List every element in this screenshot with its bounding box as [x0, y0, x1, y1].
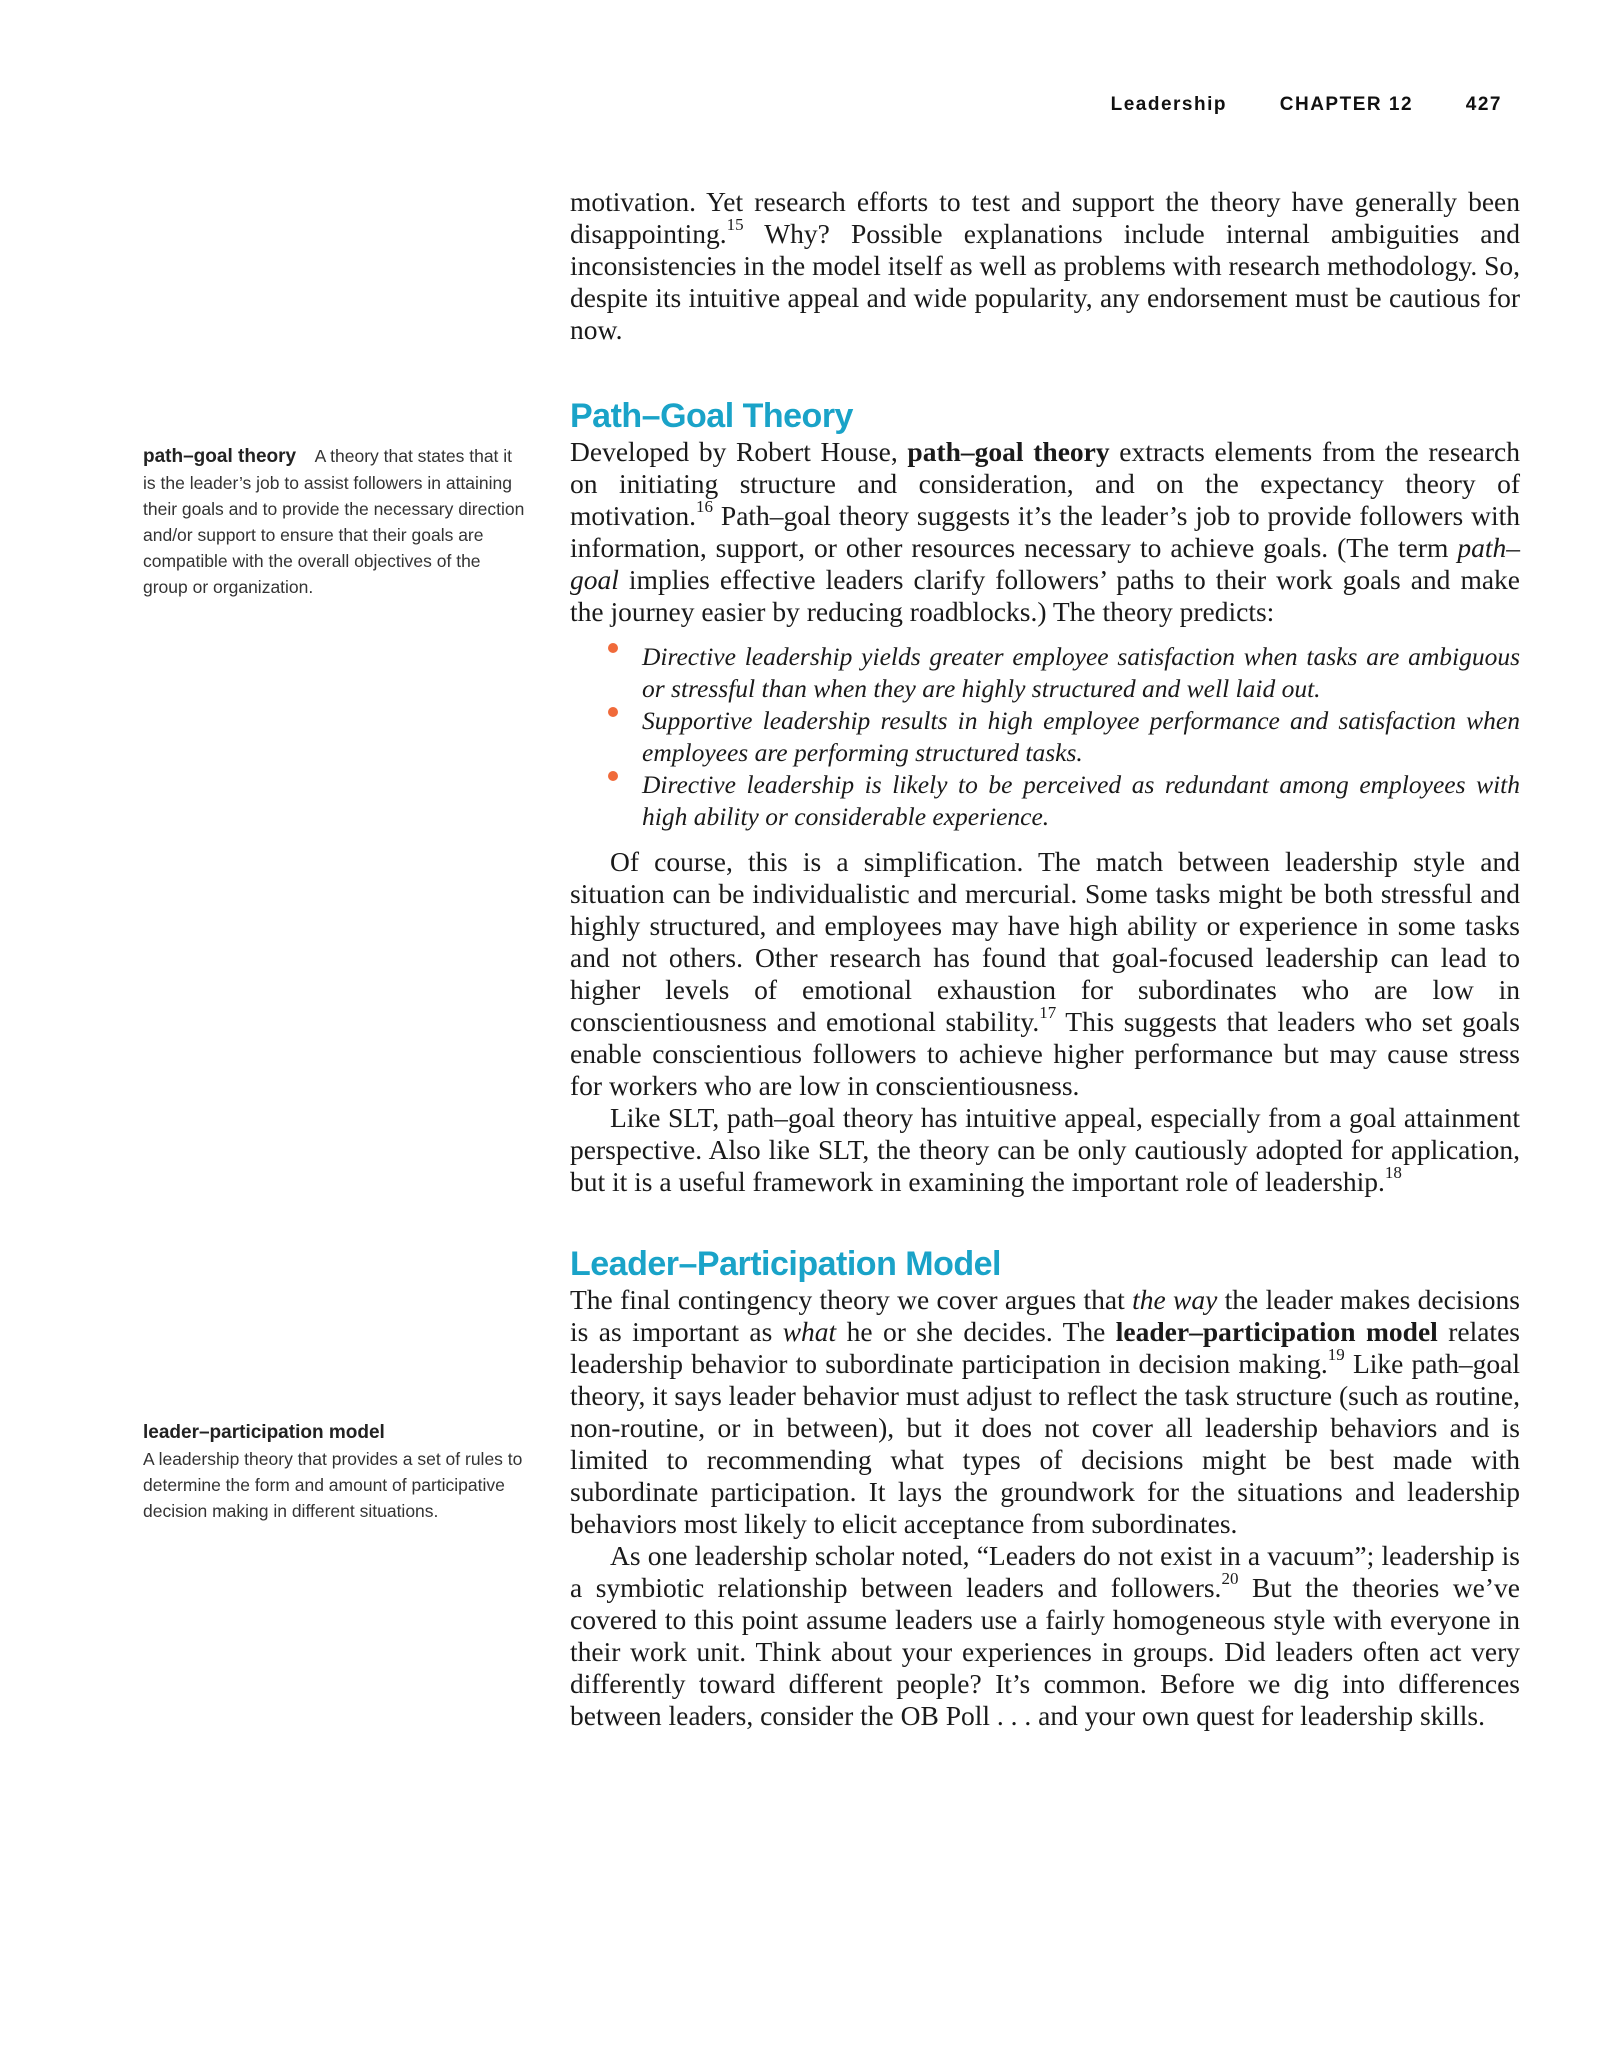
page-number: 427: [1465, 94, 1502, 115]
section-heading-path-goal: Path–Goal Theory: [570, 397, 853, 435]
margin-term: path–goal theory: [143, 446, 297, 467]
bullet-icon: [608, 771, 618, 781]
predictions-list: [570, 641, 1520, 833]
key-term: path–goal theory: [907, 436, 1110, 467]
footnote-ref: 17: [1039, 1002, 1057, 1022]
leader-participation-paragraph-2: As one leadership scholar noted, “Leaders do not exist in a vacuum”; leadership is a symbiotic relationship between leaders and followers.$^{20}$ But the theories we’ve covered to this point assume leaders use a fairly homogeneous style with everyone in their work unit. Think about your experiences in groups. Did leaders often act very differently toward different people? It’s common. Before we dig into differences between leaders, consider the OB Poll . . . and your own quest for leadership skills.: [570, 1540, 1520, 1731]
section-heading-leader-participation: Leader–Participation Model: [570, 1245, 1001, 1283]
running-head: [1111, 94, 1502, 116]
leader-participation-paragraph-1: The final contingency theory we cover argues that the way the leader makes decisions is as important as what he or she decides. The leader–participation model relates leadership behavior to subordinate participation in decision making.$^{19}$ Like path–goal theory, it says leader behavior must adjust to reflect the task structure (such as routine, non-routine, or in between), but it does not cover all leadership behaviors and is limited to recommending what types of decisions might be best made with subordinate participation. It lays the groundwork for the situations and leadership behaviors most likely to elicit acceptance from subordinates.: [570, 1284, 1520, 1539]
path-goal-paragraph-1: Developed by Robert House, path–goal theory extracts elements from the research on initiating structure and consideration, and on the expectancy theory of motivation.$^{16}$ Path–goal theory suggests it’s the leader’s job to provide followers with information, support, or other resources necessary to achieve goals. (The term path–goal implies effective leaders clarify followers’ paths to their work goals and make the journey easier by reducing roadblocks.) The theory predicts:: [570, 436, 1520, 627]
intro-paragraph: motivation. Yet research efforts to test and support the theory have generally been disappointing.$^{15}$ Why? Possible explanations include internal ambiguities and inconsistencies in the model itself as well as problems with research methodology. So, despite its intuitive appeal and wide popularity, any endorsement must be cautious for now.: [570, 186, 1520, 345]
list-item: Directive leadership is likely to be perceived as redundant among employees with high ability or considerable experience.: [642, 769, 1520, 833]
footnote-ref: 19: [1327, 1344, 1345, 1364]
key-term: leader–participation model: [1115, 1316, 1438, 1347]
footnote-ref: 16: [696, 496, 714, 516]
main-text-column: [570, 186, 1520, 1732]
list-item: Directive leadership yields greater employee satisfaction when tasks are ambiguous or stressful than when they are highly structured and well laid out.: [642, 641, 1520, 705]
margin-term: leader–participation model: [143, 1422, 385, 1443]
margin-definition: A theory that states that it is the leader’s job to assist followers in attaining their goals and to provide the necessary direction and/or support to ensure that their goals are compatible with the overall objectives of the group or organization.: [143, 446, 525, 597]
list-item: Supportive leadership results in high employee performance and satisfaction when employees are performing structured tasks.: [642, 705, 1520, 769]
path-goal-paragraph-3: Like SLT, path–goal theory has intuitive appeal, especially from a goal attainment perspective. Also like SLT, the theory can be only cautiously adopted for application, but it is a useful framework in examining the important role of leadership.$^{18}$: [570, 1102, 1520, 1197]
path-goal-paragraph-2: Of course, this is a simplification. The match between leadership style and situation can be individualistic and mercurial. Some tasks might be both stressful and highly structured, and employees may have high ability or experience in some tasks and not others. Other research has found that goal-focused leadership can lead to higher levels of emotional exhaustion for subordinates who are low in conscientiousness and emotional stability.$^{17}$ This suggests that leaders who set goals enable conscientious followers to achieve higher performance but may cause stress for workers who are low in conscientiousness.: [570, 846, 1520, 1101]
header-section: Leadership: [1110, 94, 1227, 115]
header-chapter: CHAPTER 12: [1279, 94, 1414, 115]
footnote-ref: 15: [726, 214, 744, 234]
bullet-icon: [608, 707, 618, 717]
footnote-ref: 20: [1221, 1568, 1239, 1588]
bullet-icon: [608, 643, 618, 653]
margin-definition: A leadership theory that provides a set of rules to determine the form and amount of participative decision making in different situations.: [143, 1449, 523, 1521]
margin-note-path-goal: [143, 443, 527, 600]
margin-note-leader-participation: [143, 1420, 527, 1524]
footnote-ref: 18: [1384, 1162, 1402, 1182]
